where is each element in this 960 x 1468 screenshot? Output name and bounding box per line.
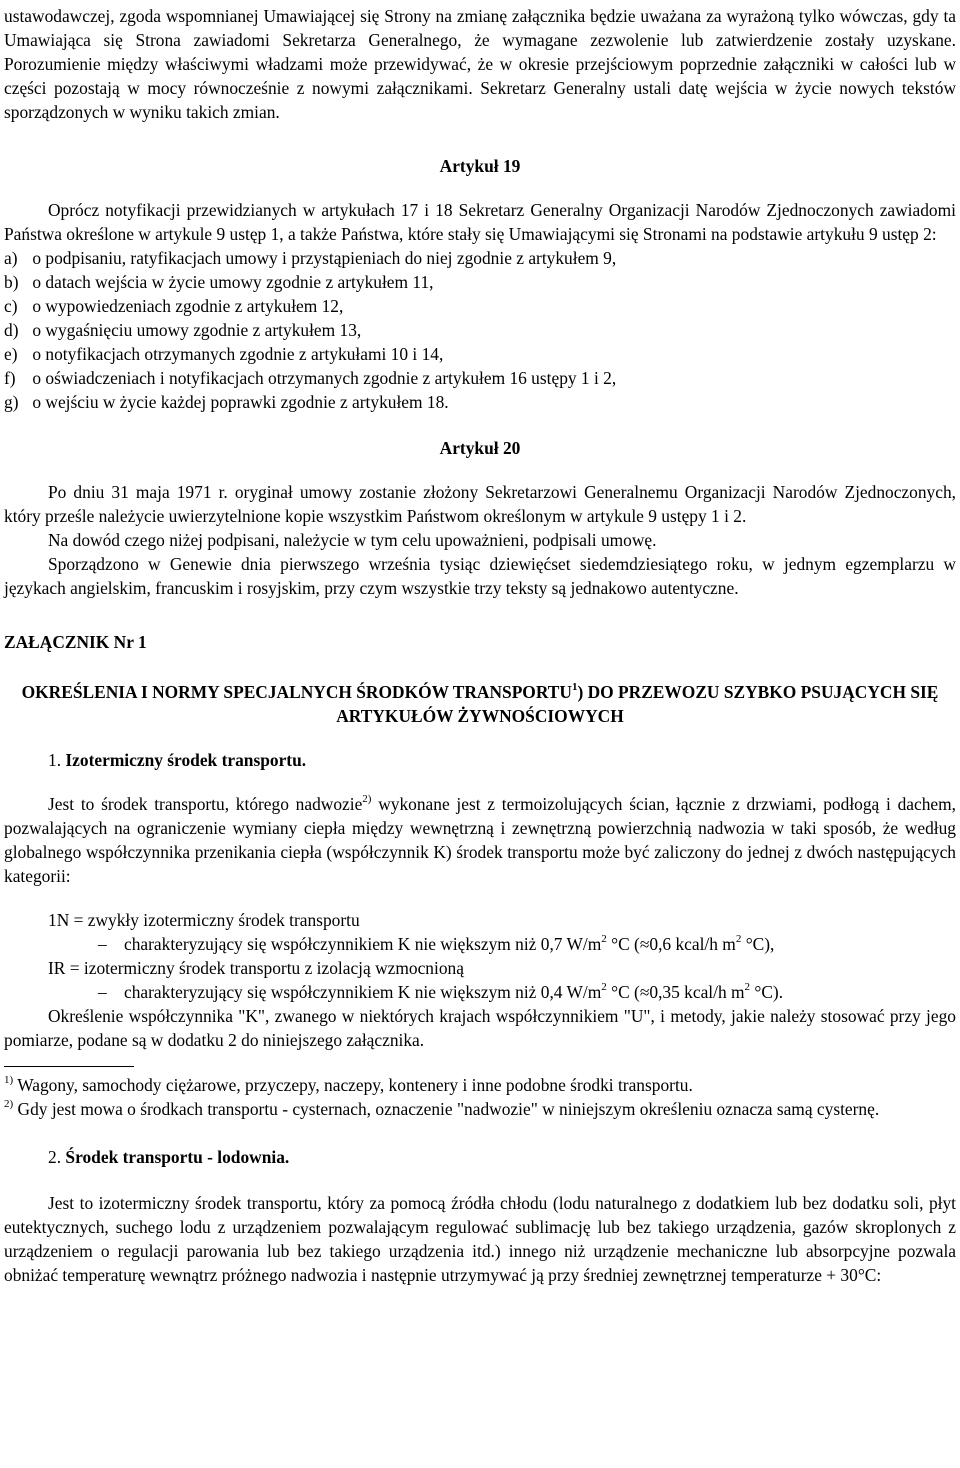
list-item-label: a): [4, 248, 18, 268]
article-20-paragraph-2: Na dowód czego niżej podpisani, należycie w tym celu upoważnieni, podpisali umowę.: [48, 530, 657, 550]
section-1-heading: [4, 748, 956, 772]
dash: –: [98, 982, 107, 1002]
article-20-paragraph-1: Po dniu 31 maja 1971 r. oryginał umowy zostanie złożony Sekretarzowi Generalnemu Organizacji Narodów Zjednoczonych, który prześle należycie uwierzytelnione kopie wszystkim Państwom określonym w artykule 9 ustępy 1 i 2.: [4, 482, 956, 526]
footnote-2-mark: 2): [4, 1098, 14, 1111]
list-item-label: e): [4, 344, 18, 364]
annex-heading-footnote-ref: 1: [571, 681, 578, 694]
footnote-2: [4, 1097, 956, 1121]
category-ir-description: [4, 980, 956, 1004]
section-2-heading: [4, 1145, 956, 1169]
intro-paragraph: ustawodawczej, zgoda wspomnianej Umawiającej się Strony na zmianę załącznika będzie uważana za wyrażoną tylko wówczas, gdy ta Umawiająca się Strona zawiadomi Sekretarza Generalnego, że wymagane zezwolenie lub zatwierdzenie zostały uzyskane. Porozumienie między właściwymi władzami może przewidywać, że w okresie przejściowym poprzednie załączniki w całości lub w części pozostają w mocy równocześnie z nowymi załącznikami. Sekretarz Generalny ustali datę wejścia w życie nowych tekstów sporządzonych w wyniku takich zmian.: [4, 6, 956, 122]
list-item-label: b): [4, 272, 19, 292]
footnote-2-ref: 2): [362, 793, 372, 806]
footnote-2-text: Gdy jest mowa o środkach transportu - cysternach, oznaczenie "nadwozie" w niniejszym określeniu oznacza samą cysternę.: [13, 1099, 880, 1119]
section-2-number: 2.: [48, 1147, 62, 1167]
section-1-p1-text-b: wykonane jest z termoizolujących ścian, łącznie z drzwiami, podłogą i dachem, pozwalających na ograniczenie wymiany ciepła między wewnętrzną i zewnętrzną powierzchnią nadwozia w taki sposób, że według globalnego współczynnika przenikania ciepła (współczynnik K) środek transportu może być zaliczony do jednej z dwóch następujących kategorii:: [4, 794, 956, 886]
cat1-desc-b: °C (≈0,6 kcal/h m: [606, 934, 736, 954]
cat2-desc-a: charakteryzujący się współczynnikiem K nie większym niż 0,4 W/m: [124, 982, 602, 1002]
article-20-title: Artykuł 20: [439, 438, 521, 458]
article-19-title: Artykuł 19: [439, 156, 521, 176]
article-20-paragraph-3: Sporządzono w Genewie dnia pierwszego września tysiąc dziewięćset siedemdziesiątego roku, w jednym egzemplarzu w językach angielskim, francuskim i rosyjskim, przy czym wszystkie trzy teksty są jednakowo autentyczne.: [4, 554, 956, 598]
cat1-desc-a: charakteryzujący się współczynnikiem K nie większym niż 0,7 W/m: [124, 934, 602, 954]
list-item: [4, 366, 956, 390]
list-item-label: c): [4, 296, 18, 316]
section-1-number: 1.: [48, 750, 62, 770]
section-2-paragraph-1: Jest to izotermiczny środek transportu, który za pomocą źródła chłodu (lodu naturalnego z dodatkiem lub bez dodatku soli, płyt eutektycznych, suchego lodu z urządzeniem pozwalającym regulować sublimację lub bez takiego urządzenia, gazów skroplonych z urządzeniem o regulacji parowania lub bez takiego urządzenia itd.) innego niż urządzenie mechaniczne lub absorpcyjne pozwala obniżać temperaturę wewnątrz próżnego nadwozia i następnie utrzymywać ją przy średniej zewnętrznej temperaturze + 30°C:: [4, 1193, 956, 1285]
dash: –: [98, 934, 107, 954]
list-item-text: o datach wejścia w życie umowy zgodnie z artykułem 11,: [32, 272, 434, 292]
list-item-label: g): [4, 392, 19, 412]
category-ir: IR = izotermiczny środek transportu z izolacją wzmocnioną: [48, 958, 464, 978]
section-1-p1-text-a: Jest to środek transportu, którego nadwozie: [48, 794, 363, 814]
footnote-1-mark: 1): [4, 1074, 14, 1087]
cat1-sup2: 2: [735, 933, 742, 946]
list-item-text: o wejściu w życie każdej poprawki zgodnie z artykułem 18.: [32, 392, 449, 412]
annex-heading-part2: ) DO PRZEWOZU SZYBKO PSUJĄCYCH SIĘ ARTYKUŁÓW ŻYWNOŚCIOWYCH: [336, 682, 939, 726]
cat2-sup1: 2: [601, 981, 607, 994]
list-item-text: o wypowiedzeniach zgodnie z artykułem 12,: [32, 296, 344, 316]
list-item-text: o oświadczeniach i notyfikacjach otrzymanych zgodnie z artykułem 16 ustępy 1 i 2,: [32, 368, 617, 388]
list-item: [4, 246, 956, 270]
category-1n: 1N = zwykły izotermiczny środek transportu: [48, 910, 360, 930]
list-item-text: o notyfikacjach otrzymanych zgodnie z artykułami 10 i 14,: [32, 344, 444, 364]
list-item: [4, 318, 956, 342]
footnote-1: [4, 1073, 956, 1097]
footnote-1-text: Wagony, samochody ciężarowe, przyczepy, naczepy, kontenery i inne podobne środki transportu.: [13, 1075, 693, 1095]
list-item: [4, 342, 956, 366]
cat1-desc-c: °C),: [741, 934, 775, 954]
cat2-desc-c: °C).: [750, 982, 784, 1002]
list-item-text: o podpisaniu, ratyfikacjach umowy i przystąpieniach do niej zgodnie z artykułem 9,: [32, 248, 617, 268]
section-1-title: Izotermiczny środek transportu.: [65, 750, 307, 770]
article-19-intro: Oprócz notyfikacji przewidzianych w artykułach 17 i 18 Sekretarz Generalny Organizacji Narodów Zjednoczonych zawiadomi Państwa określone w artykule 9 ustęp 1, a także Państwa, które stały się Umawiającymi się Stronami na podstawie artykułu 9 ustęp 2:: [4, 200, 956, 244]
cat2-desc-b: °C (≈0,35 kcal/h m: [606, 982, 745, 1002]
article-19-list: [4, 246, 956, 414]
category-1n-description: [4, 932, 956, 956]
section-1-paragraph-2: Określenie współczynnika "K", zwanego w niektórych krajach współczynnikiem "U", i metody, jakie należy stosować przy jego pomiarze, podane są w dodatku 2 do niniejszego załącznika.: [4, 1006, 956, 1050]
annex-heading: [4, 680, 956, 728]
cat1-sup1: 2: [601, 933, 607, 946]
section-2-title: Środek transportu - lodownia.: [65, 1147, 290, 1167]
footnote-separator: [4, 1066, 134, 1067]
annex-title: ZAŁĄCZNIK Nr 1: [4, 632, 147, 652]
section-1-paragraph-1: [4, 792, 956, 888]
list-item: [4, 294, 956, 318]
annex-heading-part1: OKREŚLENIA I NORMY SPECJALNYCH ŚRODKÓW TRANSPORTU: [21, 682, 572, 702]
list-item-label: f): [4, 368, 16, 388]
list-item: [4, 390, 956, 414]
list-item-text: o wygaśnięciu umowy zgodnie z artykułem 13,: [32, 320, 362, 340]
list-item: [4, 270, 956, 294]
list-item-label: d): [4, 320, 19, 340]
cat2-sup2: 2: [744, 981, 751, 994]
